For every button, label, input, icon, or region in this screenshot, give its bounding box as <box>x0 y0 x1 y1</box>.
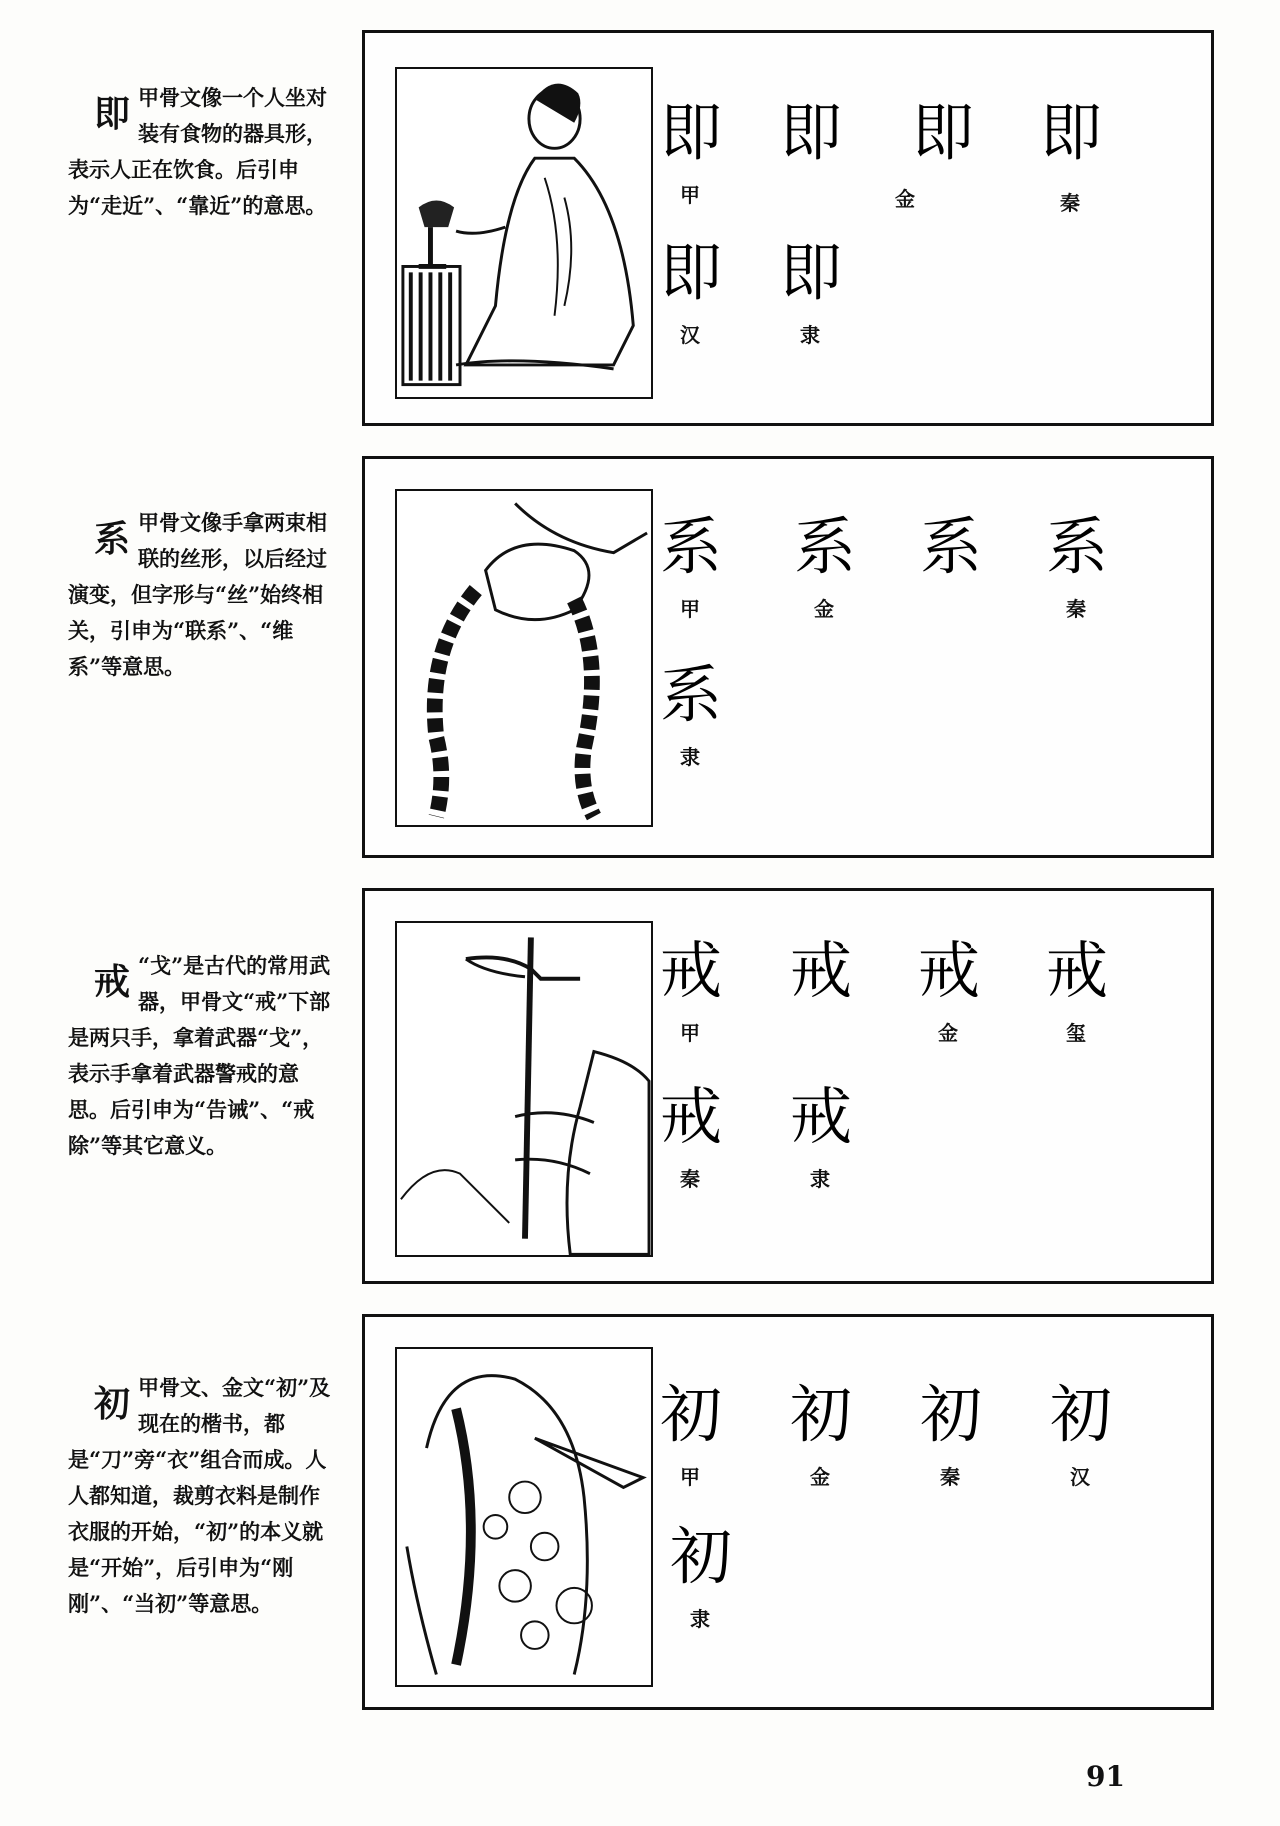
script-panel <box>362 30 1214 426</box>
head-character: 即 <box>94 93 131 135</box>
illustration-image <box>395 1347 653 1687</box>
ancient-glyph: 系 <box>659 510 720 583</box>
cutting-cloth-illustration <box>397 1349 651 1685</box>
glyph-jin <box>765 1375 875 1490</box>
glyph-li <box>645 1517 755 1632</box>
script-label: 秦 <box>1060 191 1080 215</box>
script-label: 金 <box>810 1465 830 1489</box>
glyph-li <box>755 233 865 348</box>
head-character: 戒 <box>94 961 131 1003</box>
ancient-glyph: 戒 <box>789 934 850 1007</box>
entry-description <box>68 948 338 1164</box>
entry-description <box>68 505 338 685</box>
page-number: 91 <box>1086 1760 1125 1793</box>
description-text: “戈”是古代的常用武器，甲骨文“戒”下部是两只手，拿着武器“戈”，表示手拿着武器警戒的意思。后引申为“告诫”、“戒除”等其它意义。 <box>68 953 331 1158</box>
script-label: 甲 <box>680 183 700 207</box>
script-label: 隶 <box>680 745 700 769</box>
glyph-li <box>765 1077 875 1192</box>
glyph-qin <box>1015 93 1125 216</box>
script-label: 汉 <box>680 323 700 347</box>
ancient-glyph: 系 <box>793 510 854 583</box>
ancient-glyph: 即 <box>779 236 840 309</box>
ancient-glyph: 戒 <box>659 1080 720 1153</box>
script-label: 秦 <box>680 1167 700 1191</box>
glyph-jin-2 <box>893 931 1003 1046</box>
script-label: 秦 <box>940 1465 960 1489</box>
entry-description <box>68 1370 338 1622</box>
script-label: 甲 <box>680 597 700 621</box>
ancient-glyph: 初 <box>659 1378 720 1451</box>
glyph-jin-1: 即 金 <box>755 93 865 212</box>
glyph-qin <box>635 1077 745 1192</box>
script-label: 金 <box>938 1021 958 1045</box>
glyph-li <box>635 655 745 770</box>
script-label: 玺 <box>1066 1021 1086 1045</box>
glyph-han <box>1025 1375 1135 1490</box>
ancient-glyph: 系 <box>919 510 980 583</box>
ancient-glyph: 戒 <box>789 1080 850 1153</box>
ancient-glyph: 戒 <box>917 934 978 1007</box>
description-text: 甲骨文像一个人坐对装有食物的器具形，表示人正在饮食。后引申为“走近”、“靠近”的意思。 <box>68 85 328 218</box>
soldier-with-ge-illustration <box>397 923 651 1255</box>
ancient-glyph: 即 <box>659 236 720 309</box>
script-panel <box>362 456 1214 858</box>
illustration-image <box>395 67 653 399</box>
glyph-qin <box>1021 507 1131 622</box>
script-label: 隶 <box>800 323 820 347</box>
script-panel <box>362 1314 1214 1710</box>
ancient-glyph: 系 <box>659 658 720 731</box>
ancient-glyph: 戒 <box>659 934 720 1007</box>
script-panel <box>362 888 1214 1284</box>
script-label: 隶 <box>810 1167 830 1191</box>
entry-description <box>68 80 338 224</box>
glyph-jin-1 <box>765 931 875 1017</box>
ancient-glyph: 即 <box>659 96 720 169</box>
illustration-image <box>395 489 653 827</box>
description-text: 甲骨文像手拿两束相联的丝形，以后经过演变，但字形与“丝”始终相关，引申为“联系”、“维系”等意思。 <box>68 510 328 679</box>
glyph-xi <box>1021 931 1131 1046</box>
person-eating-illustration <box>397 69 651 397</box>
hand-holding-silk-illustration <box>397 491 651 825</box>
ancient-glyph: 初 <box>919 1378 980 1451</box>
head-character: 初 <box>94 1383 131 1425</box>
ancient-glyph: 初 <box>669 1520 730 1593</box>
script-label: 秦 <box>1066 597 1086 621</box>
glyph-han <box>635 233 745 348</box>
glyph-jia <box>635 1375 745 1490</box>
glyph-jin-2 <box>895 507 1005 593</box>
script-label: 金 <box>814 597 834 621</box>
ancient-glyph: 初 <box>1049 1378 1110 1451</box>
script-label: 甲 <box>680 1021 700 1045</box>
ancient-glyph: 初 <box>789 1378 850 1451</box>
description-text: 甲骨文、金文“初”及现在的楷书，都是“刀”旁“衣”组合而成。人人都知道，裁剪衣料是制作衣服的开始，“初”的本义就是“开始”，后引申为“刚刚”、“当初”等意思。 <box>68 1375 331 1616</box>
glyph-jin-1 <box>769 507 879 622</box>
ancient-glyph: 戒 <box>1045 934 1106 1007</box>
ancient-glyph: 即 <box>1039 96 1100 169</box>
glyph-qin <box>895 1375 1005 1490</box>
script-label: 甲 <box>680 1465 700 1489</box>
glyph-jia <box>635 93 745 208</box>
ancient-glyph: 即 <box>779 96 840 169</box>
glyph-jia <box>635 507 745 622</box>
illustration-image <box>395 921 653 1257</box>
glyph-jin-2 <box>887 93 997 179</box>
script-label: 汉 <box>1070 1465 1090 1489</box>
ancient-glyph: 即 <box>911 96 972 169</box>
ancient-glyph: 系 <box>1045 510 1106 583</box>
glyph-jia <box>635 931 745 1046</box>
script-label: 隶 <box>690 1607 710 1631</box>
head-character: 系 <box>94 518 131 560</box>
